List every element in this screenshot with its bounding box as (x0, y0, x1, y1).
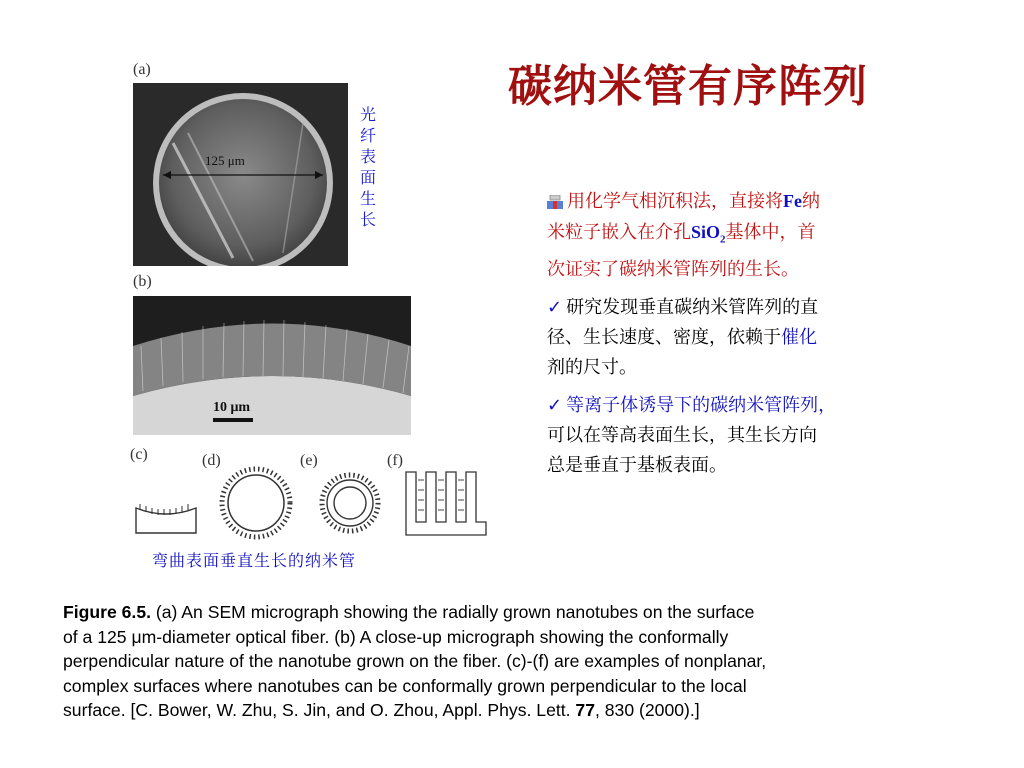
checkmark-icon: ✓ (547, 394, 563, 416)
panel-d-label: (d) (202, 452, 221, 469)
panel-f-label: (f) (387, 452, 403, 469)
trench-surface-diagram (406, 472, 486, 535)
slide-title: 碳纳米管有序阵列 (508, 61, 868, 112)
bullet-item: ✓ 等离子体诱导下的碳纳米管阵列， 可以在等高表面生长，其生长方向 总是垂直于基板表面。 (547, 394, 837, 476)
figure-caption-english: Figure 6.5. (a) An SEM micrograph showing the radially grown nanotubes on the surface of a 125 μm-diameter optical fiber. (b) A close-up micrograph showing the conformally perpendicular nature of the nanotube grown on the fiber. (c)-(f) are examples of nonplanar, complex surfaces where nanotubes can be conformally grown perpendicular to the local surface. [C. Bower, W. Zhu, S. Jin, and O. Zhou, Appl. Phys. Lett. 77, 830 (2000).] (63, 602, 767, 720)
fiber-cross-section-graphic (133, 83, 348, 266)
bullet-item: ✓ 研究发现垂直碳纳米管阵列的直 径、生长速度、密度，依赖于催化 剂的尺寸。 (547, 296, 819, 378)
concave-surface-diagram (136, 504, 196, 533)
scale-bar-b (213, 418, 253, 422)
sem-image-fiber (133, 83, 348, 266)
checkmark-icon: ✓ (547, 296, 563, 318)
figure-caption-chinese: 弯曲表面垂直生长的纳米管 (152, 551, 357, 570)
bullet-item: 用化学气相沉积法，直接将Fe纳 米粒子嵌入在介孔SiO$_2$基体中，首 次证实了碳纳米管阵列的生长。 (547, 191, 820, 280)
nonplanar-surfaces-diagram (128, 460, 498, 540)
panel-c-label: (c) (130, 446, 148, 463)
vertical-label-fiber-growth: 光 纤 表 面 生 长 (359, 105, 376, 229)
nanotube-closeup-graphic (133, 296, 411, 435)
bullet-square-icon (547, 195, 563, 209)
scale-label-b: 10 μm (213, 400, 251, 415)
bullet-list (547, 186, 942, 489)
annulus-diagram (322, 475, 378, 531)
panel-b-label: (b) (133, 273, 152, 290)
panel-e-label: (e) (300, 452, 318, 469)
sem-image-closeup (133, 296, 411, 435)
scale-label-a: 125 μm (205, 153, 245, 168)
panel-a-label: (a) (133, 61, 151, 78)
outward-circle-diagram (222, 469, 290, 537)
